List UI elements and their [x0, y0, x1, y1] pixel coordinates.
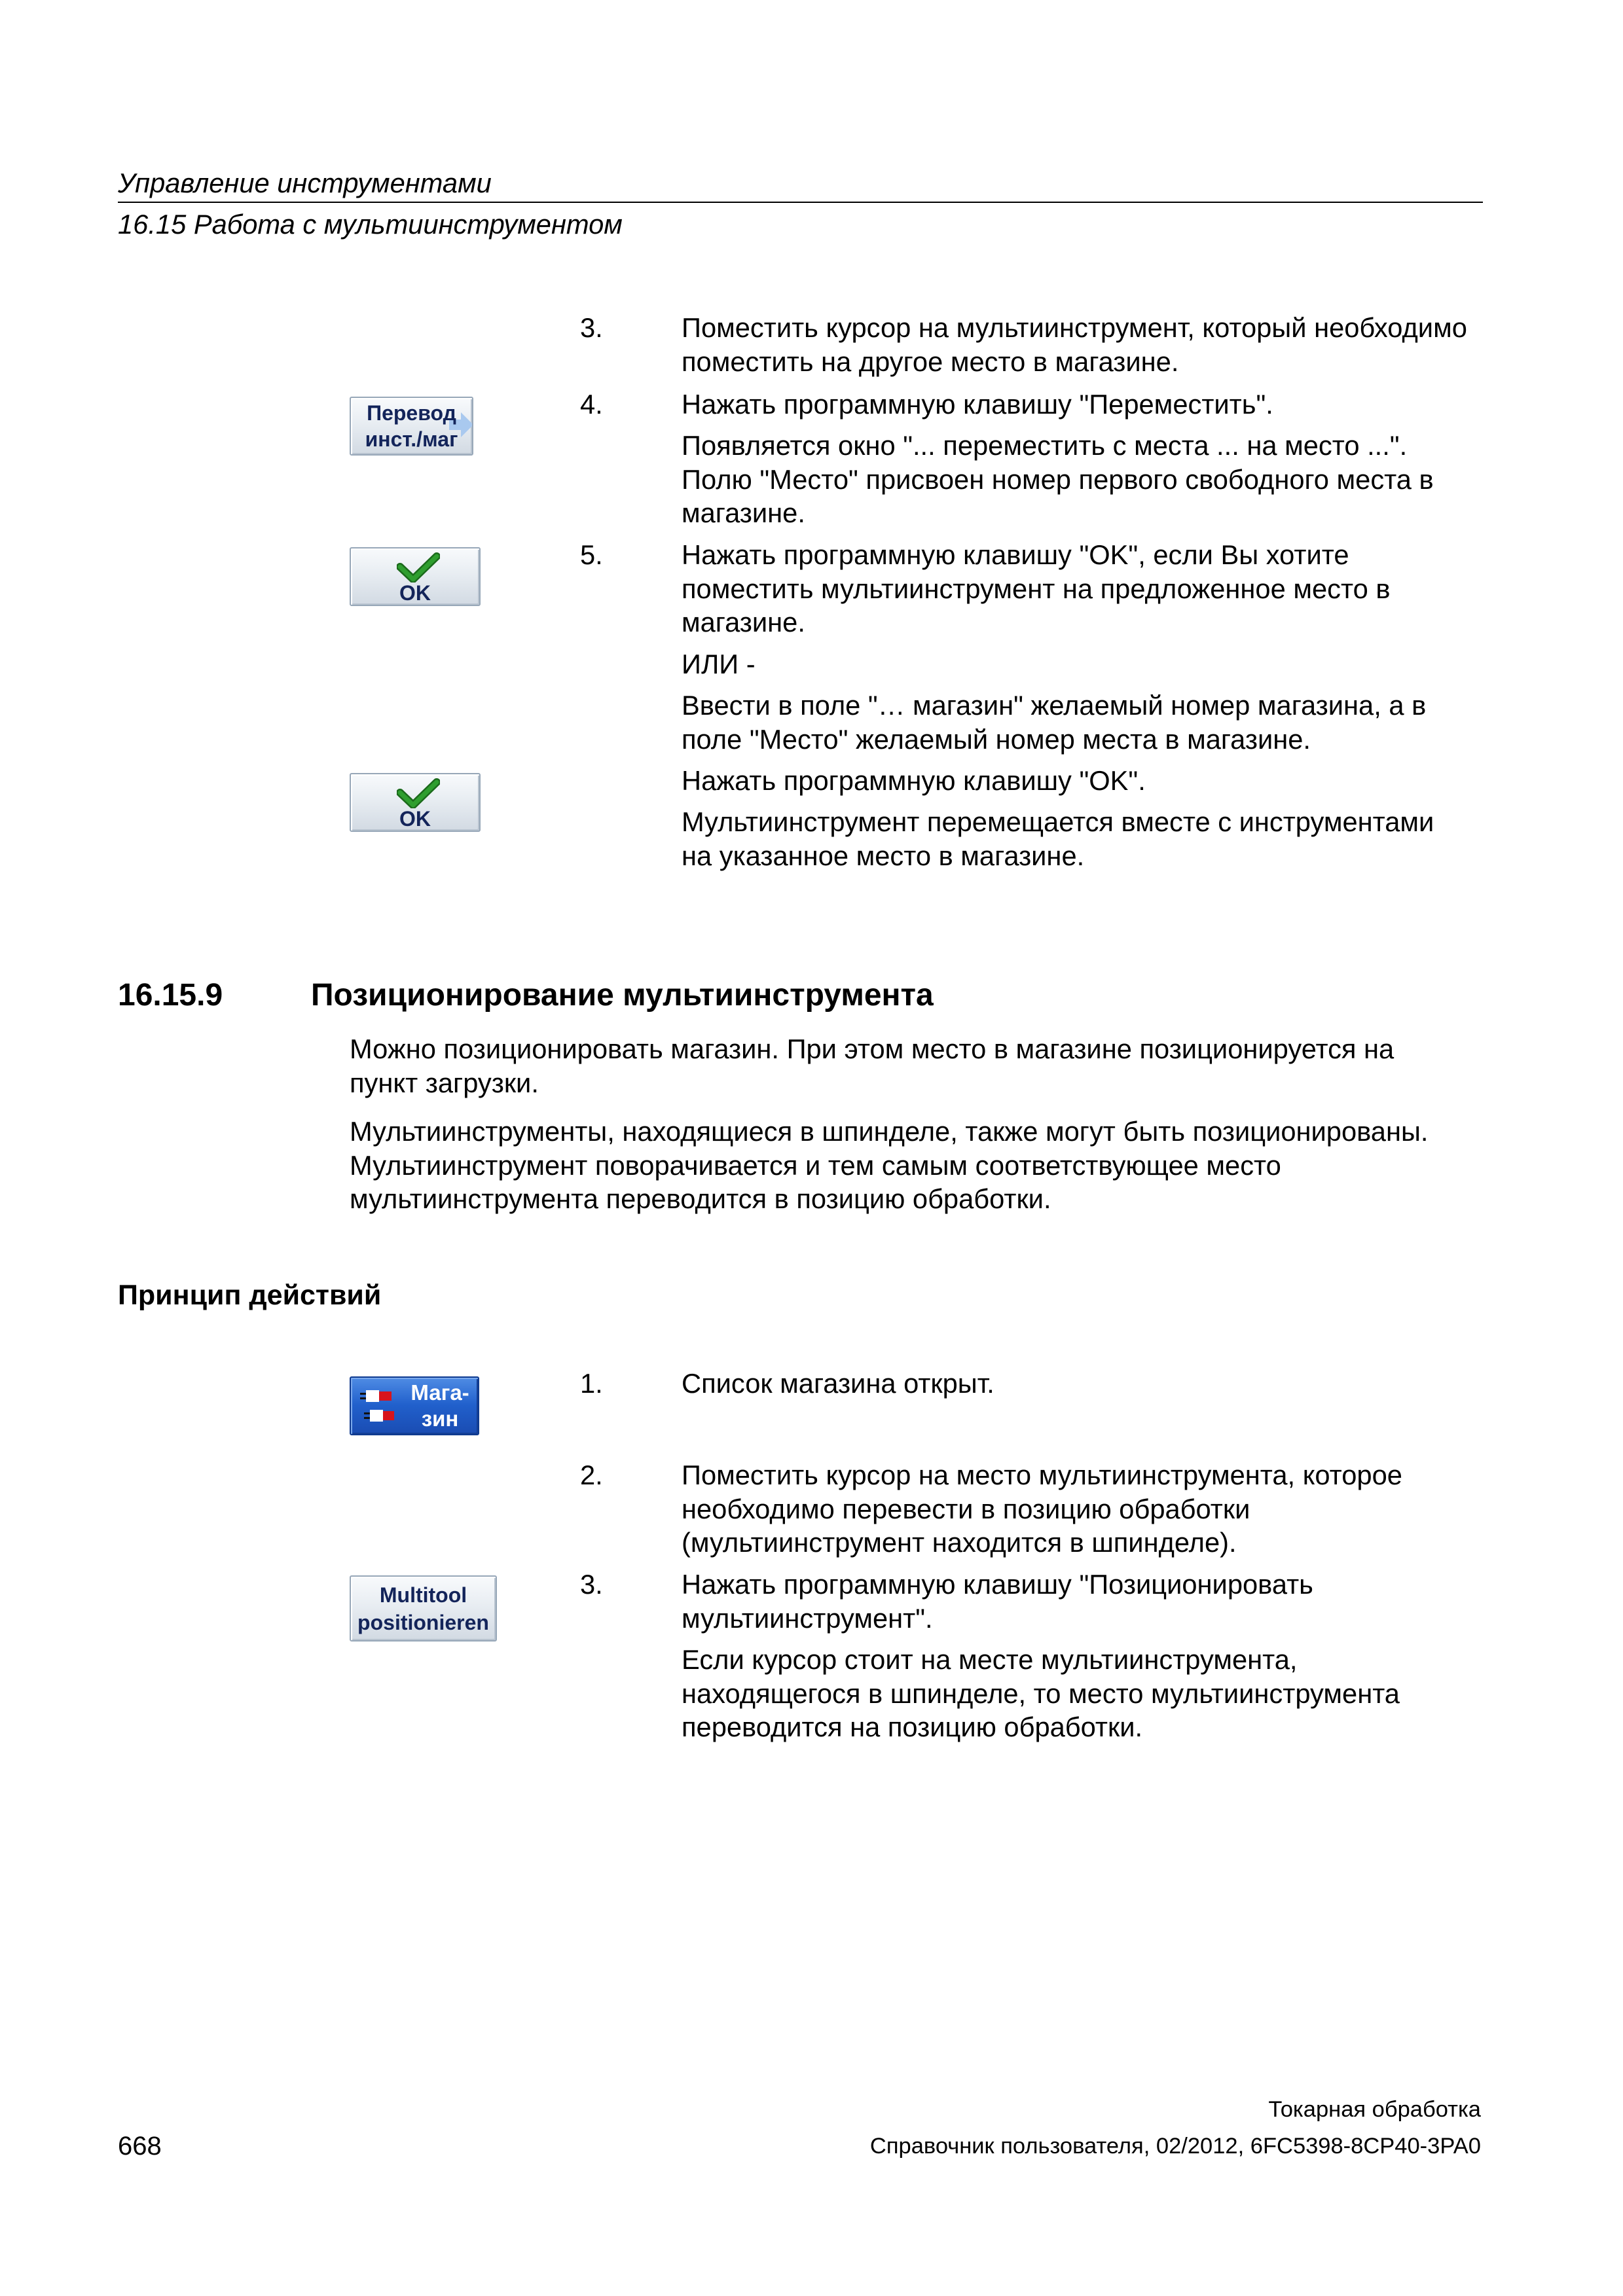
step-number: 3.	[580, 312, 603, 343]
softkey-ok-confirm	[350, 773, 481, 832]
footer-product: Токарная обработка	[1268, 2097, 1481, 2122]
step-number: 1.	[580, 1368, 603, 1399]
softkey-label	[351, 1577, 496, 1640]
checkmark-icon	[397, 778, 440, 808]
step-text: Нажать программную клавишу "Переместить".	[682, 389, 1273, 420]
step-text: Список магазина открыт.	[682, 1368, 994, 1399]
softkey-multitool-position	[350, 1575, 497, 1641]
intro-paragraph: Можно позиционировать магазин. При этом место в магазине позиционируется на пункт загрузки.	[350, 1033, 1395, 1098]
intro-paragraph: Мультиинструменты, находящиеся в шпинделе, также могут быть позиционированы. Мультиинструмент поворачивается и тем самым соответствующее место мультиинструмента переводится в позицию обработки.	[350, 1116, 1429, 1215]
step-text: Поместить курсор на место мультиинструмента, которое необходимо перевести в позицию обработки (мультиинструмент находится в шпинделе).	[682, 1460, 1402, 1558]
step-number: 5.	[580, 539, 603, 570]
step-result: Появляется окно "... переместить с места ... на место ...". Полю "Место" присвоен номер первого свободного места в магазине.	[682, 430, 1434, 529]
step-result: Мультиинструмент перемещается вместе с инструментами на указанное место в магазине.	[682, 806, 1434, 871]
softkey-label	[402, 1378, 478, 1434]
page-number: 668	[118, 2132, 162, 2161]
step-number: 3.	[580, 1569, 603, 1600]
step-number: 2.	[580, 1460, 603, 1490]
section-number: 16.15.9	[118, 978, 223, 1013]
running-header-section: 16.15 Работа с мультиинструментом	[118, 209, 623, 240]
softkey-label-line2: positionieren	[357, 1610, 489, 1634]
softkey-label-line1: Перевод	[367, 401, 456, 425]
running-header-chapter: Управление инструментами	[118, 168, 492, 198]
checkmark-icon	[397, 552, 440, 583]
step-alternative: Ввести в поле "… магазин" желаемый номер магазина, а в поле "Место" желаемый номер места в магазине.	[682, 690, 1427, 755]
softkey-label-line2: зин	[421, 1407, 459, 1431]
step-number: 4.	[580, 389, 603, 420]
step-text: Нажать программную клавишу "OK", если Вы хотите поместить мультиинструмент на предложенное место в магазине.	[682, 539, 1391, 638]
or-separator: ИЛИ -	[682, 649, 756, 679]
softkey-label	[351, 398, 472, 454]
softkey-label-line1: Мага-	[410, 1380, 469, 1405]
procedure-heading: Принцип действий	[118, 1280, 382, 1311]
magazine-icon	[359, 1385, 398, 1429]
step-result: Если курсор стоит на месте мультиинструмента, находящегося в шпинделе, то место мультиинструмента переводится на позицию обработки.	[682, 1644, 1400, 1743]
step-confirm: Нажать программную клавишу "OK".	[682, 765, 1146, 796]
softkey-label: OK	[399, 807, 431, 831]
softkey-label-line1: Multitool	[379, 1583, 467, 1607]
softkey-move-tool-magazine	[350, 397, 473, 456]
header-rule	[118, 202, 1483, 203]
softkey-label: OK	[399, 581, 431, 605]
step-text: Нажать программную клавишу "Позиционировать мультиинструмент".	[682, 1569, 1313, 1634]
softkey-ok	[350, 547, 481, 606]
footer-manual-reference: Справочник пользователя, 02/2012, 6FC5398-8CP40-3PA0	[869, 2134, 1481, 2159]
section-title: Позиционирование мультиинструмента	[311, 978, 934, 1013]
softkey-magazine	[350, 1376, 479, 1435]
step-text: Поместить курсор на мультиинструмент, который необходимо поместить на другое место в магазине.	[682, 312, 1467, 377]
softkey-label-line2: инст./маг	[365, 427, 458, 451]
